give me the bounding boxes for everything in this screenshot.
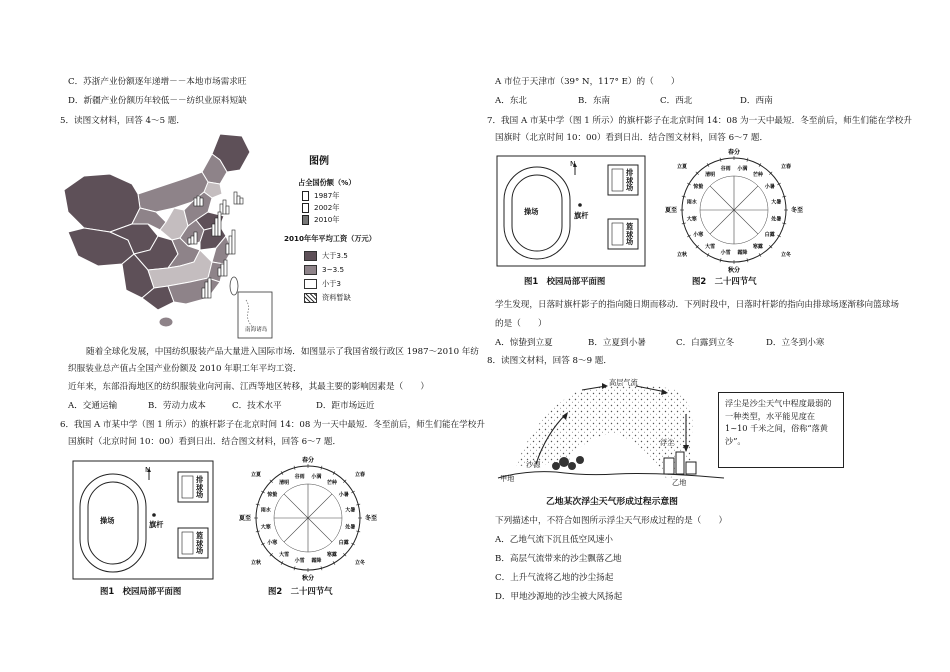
bar-swatch-2002 <box>302 203 309 213</box>
term-ring-15: 小满 <box>311 473 322 480</box>
q5-option-b: B．劳动力成本 <box>148 401 206 411</box>
q7-para2: 的是（ ） <box>495 319 547 329</box>
term-lower-right: 立冬 <box>354 560 366 566</box>
basketball-label-left: 篮球场 <box>196 531 204 556</box>
term-ring-14: 芒种 <box>752 172 763 179</box>
term-left: 夏至 <box>664 207 678 214</box>
wheel-spoke <box>308 518 332 542</box>
q7-para1: 学生发现，日落时旗杆影子的指向随日期而移动．下列时段中，日落时杆影的指向由排球场逐渐移向篮球场 <box>495 300 899 310</box>
q5-option-c: C．技术水平 <box>232 401 282 411</box>
north-label-right: N <box>570 159 576 168</box>
q7-option-a: A．惊蛰到立夏 <box>495 338 553 348</box>
term-ring-11: 处暑 <box>345 524 356 531</box>
term-bottom: 秋分 <box>301 575 315 582</box>
volleyball-label-left: 排球场 <box>196 475 204 500</box>
china-map-figure <box>62 132 392 342</box>
term-upper-left: 立夏 <box>250 472 262 478</box>
flagpole-label-right: 旗杆 <box>574 211 589 220</box>
q6-line2: 国旗时（北京时间 10：00）看到日出．结合图文材料，回答 6～7 题． <box>68 437 342 447</box>
dust-label: 浮尘 <box>660 438 675 447</box>
q8-option-a: A．乙地气流下沉且低空风速小 <box>495 535 613 545</box>
playground-label-left: 操场 <box>100 516 115 525</box>
q6-option-c: C．西北 <box>660 96 693 106</box>
wage-swatch-high <box>304 251 317 261</box>
term-ring-15: 小满 <box>737 165 748 172</box>
q6-line1: 6．我国 A 市某中学（图 1 所示）的旗杆影子在北京时间 14：08 为一天中最短．冬至前后，师生们能在学校升 <box>60 420 485 430</box>
solar-terms-wheel-right <box>664 148 804 276</box>
wage-item-low: 小于3 <box>322 279 341 288</box>
q5-option-a: A．交通运输 <box>68 401 118 411</box>
q7-line2: 国旗时（北京时间 10：00）看到日出．结合图文材料，回答 6～7 题． <box>495 133 769 143</box>
wheel-spoke <box>734 210 758 234</box>
solar-terms-wheel-left <box>238 456 378 584</box>
term-ring-0: 谷雨 <box>294 473 305 480</box>
q5-option-d: D．距市场远近 <box>316 401 375 411</box>
q7-option-c: C．白露到立冬 <box>676 338 735 348</box>
term-ring-4: 大寒 <box>260 524 271 531</box>
wage-swatch-low <box>304 279 317 289</box>
campus-plan-left <box>72 460 214 580</box>
term-right: 冬至 <box>364 515 378 522</box>
q7-option-d: D．立冬到小寒 <box>766 338 825 348</box>
wage-item-mid: 3~3.5 <box>322 265 345 274</box>
high-airflow-label: 高层气流 <box>609 378 638 387</box>
q7-option-b: B．立夏到小暑 <box>588 338 646 348</box>
wage-item-high: 大于3.5 <box>322 251 348 260</box>
dust-caption: 乙地某次浮尘天气形成过程示意图 <box>546 497 678 507</box>
term-ring-4: 大寒 <box>686 216 697 223</box>
term-ring-7: 小雪 <box>294 558 305 565</box>
term-ring-10: 白露 <box>764 231 775 238</box>
term-ring-5: 小寒 <box>267 539 278 546</box>
term-ring-1: 清明 <box>279 480 290 487</box>
term-ring-9: 寒露 <box>752 243 763 250</box>
term-upper-right: 立春 <box>354 472 366 478</box>
term-ring-3: 雨水 <box>260 507 271 514</box>
term-ring-10: 白露 <box>338 539 349 546</box>
q8-intro: 8．读图文材料，回答 8～9 题． <box>487 356 612 366</box>
term-lower-left: 立秋 <box>250 560 262 566</box>
wheel-spoke <box>284 494 308 518</box>
term-lower-left: 立秋 <box>676 252 688 258</box>
term-ring-8: 霜降 <box>311 558 322 565</box>
north-label-left: N <box>145 465 151 474</box>
term-ring-14: 芒种 <box>326 480 337 487</box>
term-ring-13: 小暑 <box>338 492 349 499</box>
term-ring-7: 小雪 <box>720 250 731 257</box>
q4-option-d: D．新疆产业份额历年较低－－纺织业原料短缺 <box>68 96 247 106</box>
term-ring-11: 处暑 <box>771 216 782 223</box>
term-ring-12: 大暑 <box>345 507 356 514</box>
term-ring-6: 大雪 <box>705 243 716 250</box>
q6-option-d: D．西南 <box>740 96 773 106</box>
wage-swatch-na <box>304 293 317 303</box>
para3: 近年来，东部沿海地区的纺织服装业向河南、江西等地区转移，其最主要的影响因素是（ ） <box>68 382 429 392</box>
wage-title: 2010年年平均工资（万元） <box>284 234 376 243</box>
sand-source-label: 沙源 <box>526 460 541 469</box>
wheel-spoke <box>734 186 758 210</box>
campus-plan-right <box>496 155 646 267</box>
term-upper-right: 立春 <box>780 164 792 170</box>
legend-year-2010: 2010年 <box>314 215 340 224</box>
q8-option-c: C．上升气流将乙地的沙尘扬起 <box>495 573 614 583</box>
dust-weather-diagram <box>496 374 726 492</box>
term-top: 春分 <box>301 457 315 464</box>
term-ring-12: 大暑 <box>771 199 782 206</box>
term-ring-6: 大雪 <box>279 551 290 558</box>
term-ring-1: 清明 <box>705 172 716 179</box>
term-bottom: 秋分 <box>727 267 741 274</box>
bar-swatch-1987 <box>302 191 309 201</box>
term-ring-2: 惊蛰 <box>693 184 704 191</box>
wheel-spoke <box>710 186 734 210</box>
q6-question: A 市位于天津市（39° N，117° E）的（ ） <box>495 77 680 87</box>
jia-label: 甲地 <box>500 474 515 483</box>
term-ring-8: 霜降 <box>737 250 748 257</box>
q4-option-c: C．苏浙产业份额逐年递增－－本地市场需求旺 <box>68 77 247 87</box>
wheel-spoke <box>308 494 332 518</box>
q5-intro: 5．读图文材料，回答 4～5 题． <box>60 116 185 126</box>
term-top: 春分 <box>727 149 741 156</box>
fig2-caption-left: 图2 二十四节气 <box>268 586 333 596</box>
q8-question: 下列描述中，不符合如图所示浮尘天气形成过程的是（ ） <box>495 516 728 526</box>
volleyball-label-right: 排球场 <box>626 168 634 193</box>
fig1-caption-left: 图1 校园局部平面图 <box>100 586 182 596</box>
term-ring-13: 小暑 <box>764 184 775 191</box>
wheel-spoke <box>284 518 308 542</box>
term-ring-3: 雨水 <box>686 199 697 206</box>
q6-option-a: A．东北 <box>495 96 527 106</box>
yi-label: 乙地 <box>672 478 687 487</box>
term-lower-right: 立冬 <box>780 252 792 258</box>
q8-option-b: B．高层气流带来的沙尘飘落乙地 <box>495 554 622 564</box>
wheel-spoke <box>710 210 734 234</box>
basketball-label-right: 篮球场 <box>626 222 634 247</box>
para1: 随着全球化发展，中国纺织服装产品大量进入国际市场．如图显示了我国省级行政区 1987～2010 年纺 <box>86 347 479 357</box>
dust-note-box: 浮尘是沙尘天气中程度最弱的一种类型，水平能见度在 1~10 千米之间，俗称“落黄沙”。 <box>718 392 844 468</box>
term-left: 夏至 <box>238 515 252 522</box>
term-right: 冬至 <box>790 207 804 214</box>
legend-year-2002: 2002年 <box>314 203 340 212</box>
legend-title: 图例 <box>309 156 329 167</box>
term-ring-5: 小寒 <box>693 231 704 238</box>
q6-option-b: B．东南 <box>578 96 611 106</box>
q8-option-d: D．甲地沙源地的沙尘被大风扬起 <box>495 592 623 602</box>
q7-line1: 7．我国 A 市某中学（图 1 所示）的旗杆影子在北京时间 14：08 为一天中最短．冬至前后，师生们能在学校升 <box>487 116 912 126</box>
wage-swatch-mid <box>304 265 317 275</box>
term-ring-9: 寒露 <box>326 551 337 558</box>
term-ring-0: 谷雨 <box>720 165 731 172</box>
share-title: 占全国份额（%） <box>298 178 356 187</box>
wage-item-na: 资料暂缺 <box>322 293 351 302</box>
fig1-caption-right: 图1 校园局部平面图 <box>524 276 606 286</box>
para2: 织服装业总产值占全国产业份额及 2010 年职工年平均工资． <box>68 364 302 374</box>
legend-year-1987: 1987年 <box>314 191 340 200</box>
bar-swatch-2010 <box>302 215 309 225</box>
playground-label-right: 操场 <box>524 207 539 216</box>
flagpole-label-left: 旗杆 <box>149 520 164 529</box>
term-ring-2: 惊蛰 <box>267 492 278 499</box>
inset-label: 南海诸岛 <box>245 327 268 333</box>
fig2-caption-right: 图2 二十四节气 <box>692 276 757 286</box>
term-upper-left: 立夏 <box>676 164 688 170</box>
